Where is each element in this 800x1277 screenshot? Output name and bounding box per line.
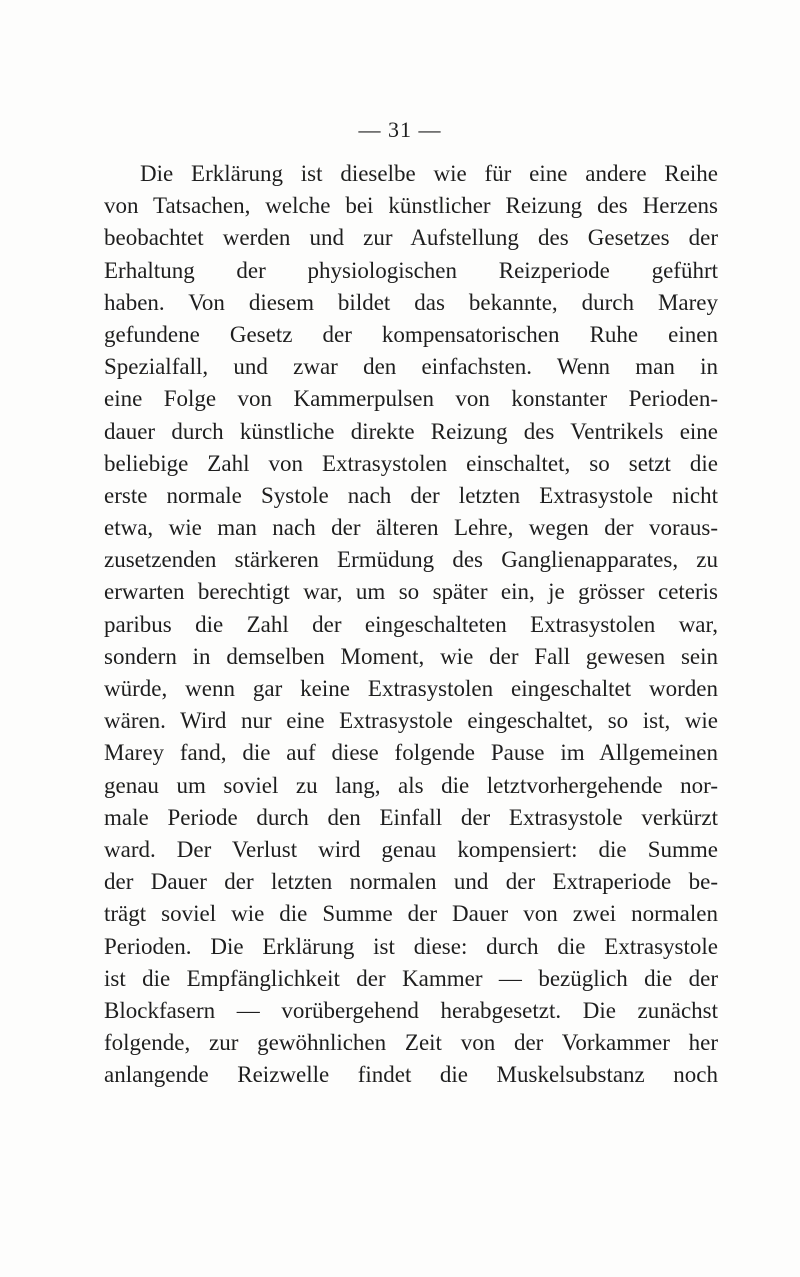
text-line: Erhaltung der physiologischen Reizperiode geführt	[104, 257, 718, 283]
text-line: trägt soviel wie die Summe der Dauer von zwei normalen	[104, 901, 718, 927]
text-line: der Dauer der letzten normalen und der Extraperiode be-	[104, 869, 718, 895]
text-line: dauer durch künstliche direkte Reizung des Ventrikels eine	[104, 418, 718, 444]
text-line: anlangende Reizwelle findet die Muskelsubstanz noch	[104, 1062, 718, 1088]
text-line: eine Folge von Kammerpulsen von konstanter Perioden-	[104, 386, 718, 412]
text-line: etwa, wie man nach der älteren Lehre, wegen der voraus-	[104, 515, 718, 541]
text-line: beliebige Zahl von Extrasystolen einschaltet, so setzt die	[104, 450, 718, 476]
text-line: Marey fand, die auf diese folgende Pause im Allgemeinen	[104, 740, 718, 766]
text-line: folgende, zur gewöhnlichen Zeit von der Vorkammer her	[104, 1030, 718, 1056]
text-line: haben. Von diesem bildet das bekannte, durch Marey	[104, 289, 718, 315]
text-line: gefundene Gesetz der kompensatorischen Ruhe einen	[104, 321, 718, 347]
text-line: ist die Empfänglichkeit der Kammer — bezüglich die der	[104, 965, 718, 991]
text-line: Spezialfall, und zwar den einfachsten. Wenn man in	[104, 354, 718, 380]
text-line: erwarten berechtigt war, um so später ein, je grösser ceteris	[104, 579, 718, 605]
text-line: paribus die Zahl der eingeschalteten Extrasystolen war,	[104, 611, 718, 637]
text-line: Blockfasern — vorübergehend herabgesetzt. Die zunächst	[104, 997, 718, 1023]
text-line: wären. Wird nur eine Extrasystole eingeschaltet, so ist, wie	[104, 708, 718, 734]
text-line: erste normale Systole nach der letzten Extrasystole nicht	[104, 482, 718, 508]
body-text	[104, 158, 718, 1091]
text-line: zusetzenden stärkeren Ermüdung des Ganglienapparates, zu	[104, 547, 718, 573]
text-line: sondern in demselben Moment, wie der Fall gewesen sein	[104, 643, 718, 669]
text-line: Die Erklärung ist dieselbe wie für eine andere Reihe	[140, 161, 718, 186]
text-line: Perioden. Die Erklärung ist diese: durch die Extrasystole	[104, 933, 718, 959]
text-line: genau um soviel zu lang, als die letztvorhergehende nor-	[104, 772, 718, 798]
text-line: beobachtet werden und zur Aufstellung des Gesetzes der	[104, 225, 718, 251]
text-line: male Periode durch den Einfall der Extrasystole verkürzt	[104, 804, 718, 830]
text-line: ward. Der Verlust wird genau kompensiert: die Summe	[104, 836, 718, 862]
page-number: — 31 —	[358, 117, 442, 142]
text-line: von Tatsachen, welche bei künstlicher Reizung des Herzens	[104, 193, 718, 219]
text-line: würde, wenn gar keine Extrasystolen eingeschaltet worden	[104, 676, 718, 701]
